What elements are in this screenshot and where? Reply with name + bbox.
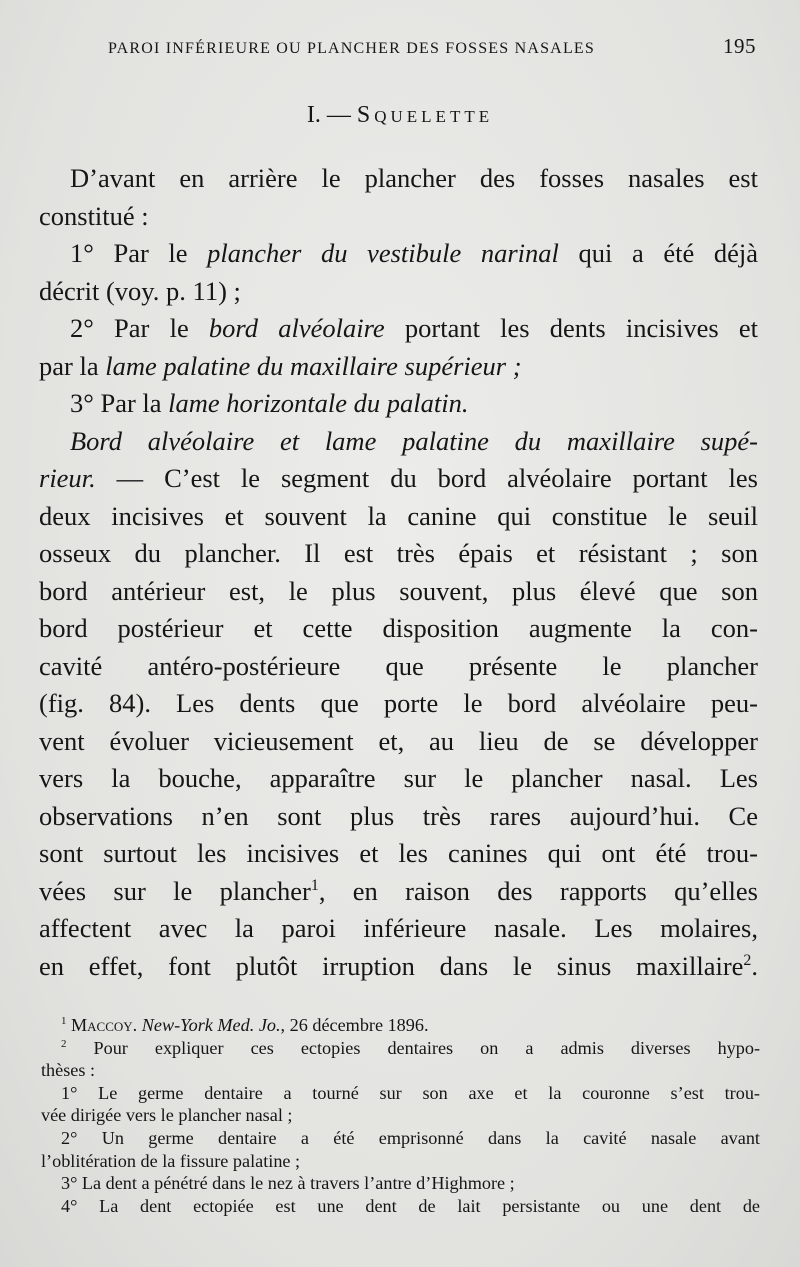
running-title: PAROI INFÉRIEURE OU PLANCHER DES FOSSES NASALES (108, 40, 595, 57)
running-head (108, 34, 756, 59)
text-line: par la lame palatine du maxillaire supérieur ; (39, 350, 522, 381)
text-line: D’avant en arrière le plancher des fosses nasales est (70, 163, 758, 193)
text-line: vée dirigée vers le plancher nasal ; (41, 1105, 293, 1126)
section-number: I. — (306, 102, 351, 128)
text-line: osseux du plancher. Il est très épais et résistant ; son (39, 538, 758, 568)
footnote-ref: 2 (743, 951, 752, 969)
text-line: décrit (voy. p. 11) ; (39, 275, 241, 306)
page-number: 195 (723, 34, 756, 58)
section-heading (0, 102, 800, 129)
text-line: 3° La dent a pénétré dans le nez à travers l’antre d’Highmore ; (61, 1173, 515, 1194)
text-line: 2° Un germe dentaire a été emprisonné dans la cavité nasale avant (61, 1127, 760, 1148)
text-line: observations n’en sont plus très rares aujourd’hui. Ce (39, 800, 758, 831)
text-line: (fig. 84). Les dents que porte le bord alvéolaire peu- (39, 688, 758, 718)
text-line: vées sur le plancher$^1$, en raison des rapports qu’elles (39, 875, 758, 906)
text-line: rieur. — C’est le segment du bord alvéolaire portant les (39, 463, 758, 493)
text-line: sont surtout les incisives et les canines qui ont été trou- (39, 838, 758, 868)
text-line: constitué : (39, 200, 149, 231)
text-line: deux incisives et souvent la canine qui constitue le seuil (39, 500, 758, 531)
section-title: Squelette (356, 102, 494, 128)
text-line: vers la bouche, apparaître sur le plancher nasal. Les (39, 763, 758, 793)
text-line: Bord alvéolaire et lame palatine du maxillaire supé- (70, 425, 758, 456)
text-line: affectent avec la paroi inférieure nasale. Les molaires, (39, 913, 758, 943)
text-line: vent évoluer vicieusement et, au lieu de se développer (39, 725, 758, 756)
footnote-2: $^2$ Pour expliquer ces ectopies dentaires on a admis diverses hypo- (61, 1037, 760, 1058)
text-line: 3° Par la lame horizontale du palatin. (70, 388, 469, 418)
text-line: l’oblitération de la fissure palatine ; (41, 1150, 301, 1171)
footnote-ref: 1 (310, 876, 319, 894)
body-text (39, 160, 758, 985)
text-line: 1° Le germe dentaire a tourné sur son axe et la couronne s’est trou- (61, 1082, 760, 1103)
footnotes (41, 1014, 760, 1217)
text-line: 2° Par le bord alvéolaire portant les dents incisives et (70, 313, 758, 343)
text-line: bord antérieur est, le plus souvent, plus élevé que son (39, 575, 758, 606)
text-line: 4° La dent ectopiée est une dent de lait persistante ou une dent de (61, 1195, 760, 1216)
text-line: bord postérieur et cette disposition augmente la con- (39, 613, 758, 643)
footnote-1: $^1$ Maccoy. New-York Med. Jo., 26 décembre 1896. (61, 1014, 429, 1035)
text-line: cavité antéro-postérieure que présente le plancher (39, 650, 758, 681)
text-line: thèses : (41, 1060, 96, 1081)
text-line: en effet, font plutôt irruption dans le sinus maxillaire$^2$. (39, 950, 758, 981)
text-line: 1° Par le plancher du vestibule narinal qui a été déjà (70, 238, 758, 268)
